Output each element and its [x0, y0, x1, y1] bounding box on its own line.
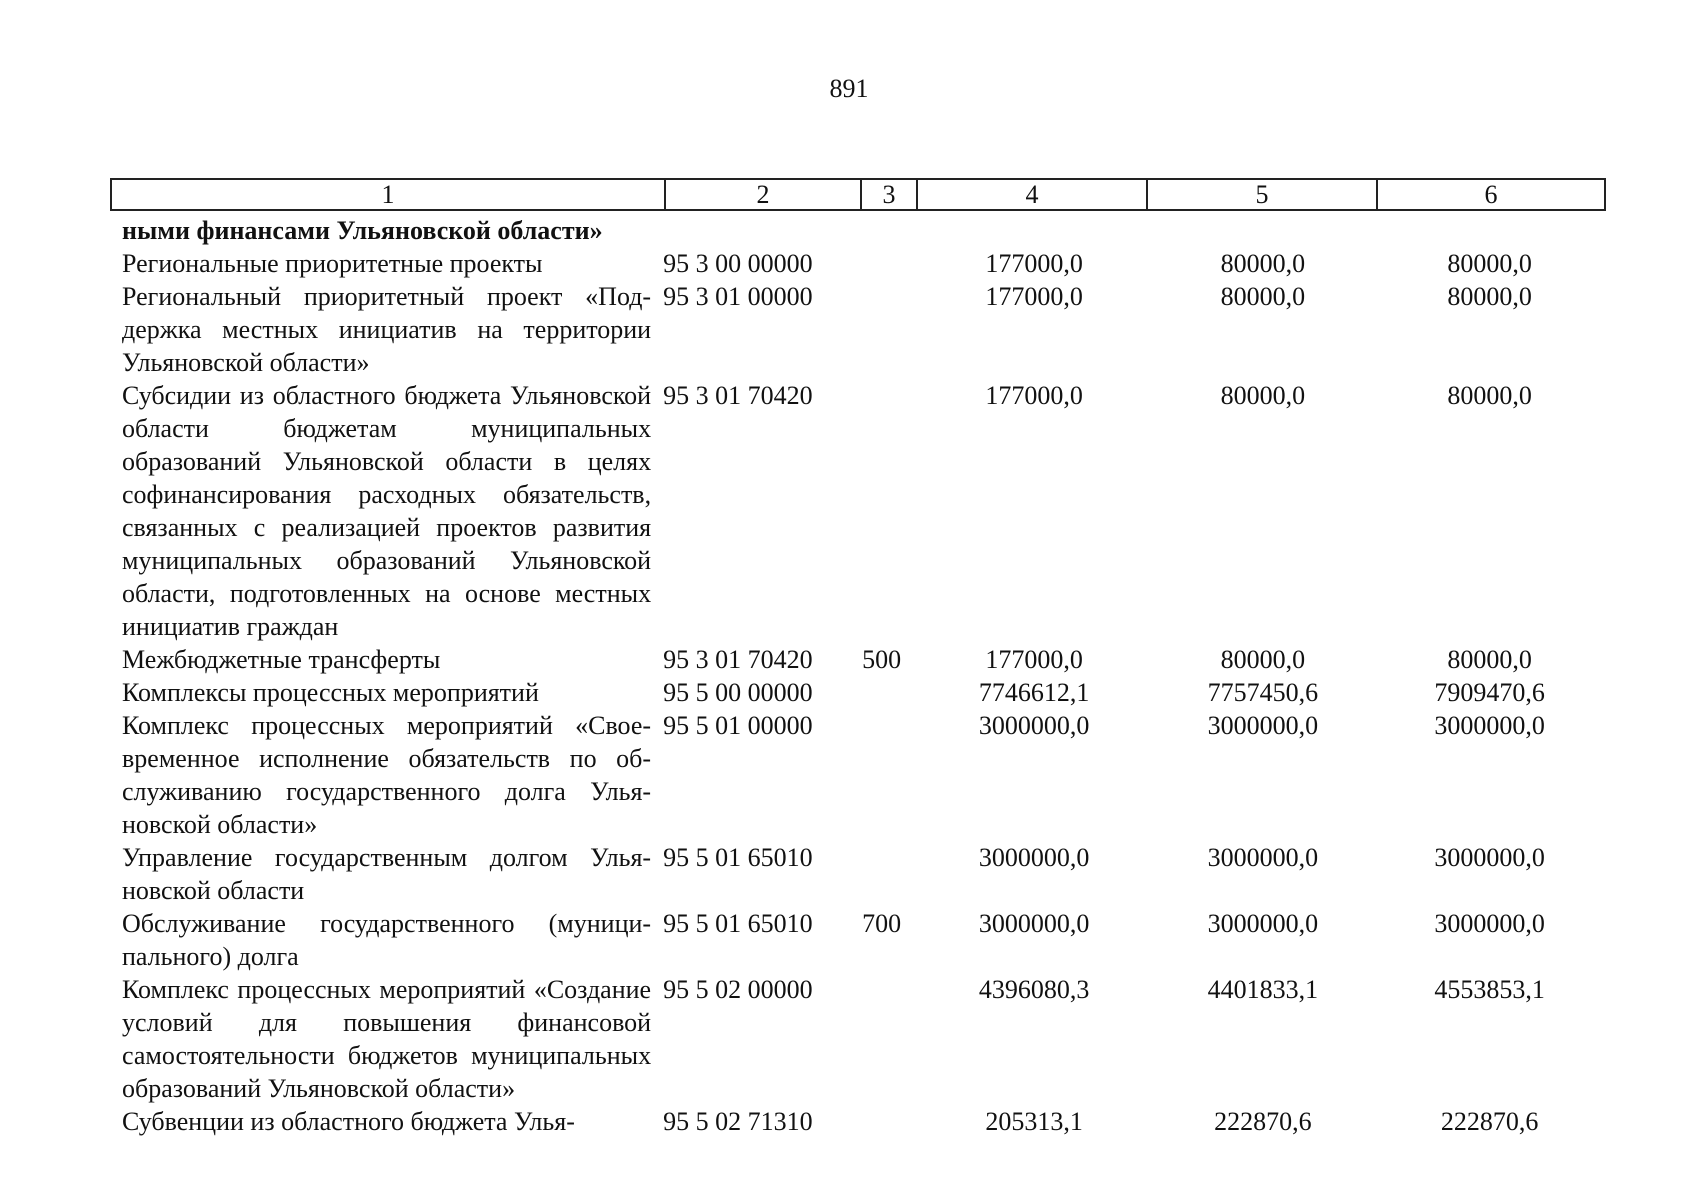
row-description: Управление государственным долгом Ульяновской области — [122, 843, 652, 905]
table-row — [122, 379, 1602, 643]
header-col-2: 2 — [666, 180, 862, 209]
row-value-col5: 3000000,0 — [1207, 909, 1319, 938]
row-type: 500 — [862, 645, 902, 674]
row-value-col6: 80000,0 — [1447, 381, 1532, 410]
row-description: Региональный приоритетный проект «Поддержка местных инициатив на территории Ульяновской области» — [122, 282, 652, 377]
table-row — [122, 973, 1602, 1105]
row-value-col5: 80000,0 — [1220, 645, 1306, 674]
row-description: Субвенции из областного бюджета Улья- — [122, 1107, 575, 1136]
row-code: 95 3 01 00000 — [663, 282, 813, 311]
table-row — [122, 676, 1602, 709]
table-row — [122, 709, 1602, 841]
row-description: Комплекс процессных мероприятий «Своевременное исполнение обязательств по обслуживанию государственного долга Ульяновской области» — [122, 711, 652, 839]
table-row — [122, 643, 1602, 676]
row-description: Региональные приоритетные проекты — [122, 249, 543, 278]
row-value-col4: 3000000,0 — [978, 711, 1090, 740]
row-value-col5: 80000,0 — [1220, 381, 1306, 410]
row-value-col6: 80000,0 — [1447, 249, 1532, 278]
table-row — [122, 907, 1602, 973]
row-value-col6: 4553853,1 — [1434, 975, 1545, 1004]
row-value-col6: 3000000,0 — [1434, 843, 1545, 872]
row-type — [852, 841, 920, 907]
page-number: 891 — [829, 74, 869, 103]
row-value-col5: 3000000,0 — [1207, 711, 1319, 740]
row-type — [852, 247, 920, 280]
row-code: 95 5 02 71310 — [663, 1107, 813, 1136]
row-code: 95 5 02 00000 — [663, 975, 813, 1004]
row-type: 700 — [862, 909, 902, 938]
header-col-6: 6 — [1484, 180, 1498, 209]
row-code: 95 5 01 65010 — [663, 843, 813, 872]
row-value-col6: 3000000,0 — [1434, 711, 1545, 740]
row-value-col5: 80000,0 — [1220, 249, 1306, 278]
row-value-col6: 222870,6 — [1440, 1107, 1539, 1136]
table-body — [122, 214, 1602, 1138]
row-value-col5: 4401833,1 — [1207, 975, 1319, 1004]
row-code: 95 3 00 00000 — [663, 249, 813, 278]
row-description: Обслуживание государственного (муниципального) долга — [122, 909, 652, 971]
row-code: 95 3 01 70420 — [663, 381, 813, 410]
table-row — [122, 841, 1602, 907]
row-value-col6 — [1377, 214, 1602, 247]
row-value-col6: 3000000,0 — [1434, 909, 1545, 938]
row-value-col4: 3000000,0 — [978, 843, 1090, 872]
row-type — [852, 973, 920, 1105]
row-code — [651, 214, 852, 247]
row-value-col5: 80000,0 — [1220, 282, 1306, 311]
row-description: Комплексы процессных мероприятий — [122, 678, 539, 707]
row-value-col5: 222870,6 — [1214, 1107, 1312, 1136]
table-row — [122, 214, 1602, 247]
row-value-col5: 3000000,0 — [1207, 843, 1319, 872]
row-description: ными финансами Ульяновской области» — [122, 216, 603, 245]
row-code: 95 5 01 00000 — [663, 711, 813, 740]
row-value-col5: 7757450,6 — [1207, 678, 1319, 707]
row-value-col4: 177000,0 — [985, 645, 1083, 674]
row-value-col6: 7909470,6 — [1434, 678, 1545, 707]
row-description: Межбюджетные трансферты — [122, 645, 441, 674]
row-value-col4: 3000000,0 — [978, 909, 1090, 938]
table-row — [122, 280, 1602, 379]
row-type — [852, 280, 920, 379]
table-row — [122, 247, 1602, 280]
row-type — [852, 709, 920, 841]
row-description: Субсидии из областного бюджета Ульяновской области бюджетам муниципальных образований Ульяновской области в целях софинансирования расходных обязательств, связанных с реализацией проектов развития муниципальных образований Ульяновской области, подготовленных на основе местных инициатив граждан — [122, 381, 652, 641]
row-value-col4: 177000,0 — [985, 249, 1083, 278]
row-value-col4 — [920, 214, 1149, 247]
row-description: Комплекс процессных мероприятий «Создание условий для повышения финансовой самостоятельности бюджетов муниципальных образований Ульяновской области» — [122, 975, 652, 1103]
row-type — [852, 379, 920, 643]
row-value-col4: 4396080,3 — [978, 975, 1090, 1004]
row-code: 95 3 01 70420 — [663, 645, 813, 674]
header-col-3: 3 — [862, 180, 918, 209]
row-code: 95 5 01 65010 — [663, 909, 813, 938]
row-value-col6: 80000,0 — [1447, 282, 1532, 311]
table-row — [122, 1105, 1602, 1138]
row-code: 95 5 00 00000 — [663, 678, 813, 707]
row-type — [852, 676, 920, 709]
row-value-col4: 177000,0 — [985, 282, 1083, 311]
row-value-col4: 205313,1 — [985, 1107, 1083, 1136]
row-value-col4: 177000,0 — [985, 381, 1083, 410]
header-col-5: 5 — [1148, 180, 1378, 209]
header-col-4: 4 — [918, 180, 1148, 209]
row-value-col4: 7746612,1 — [978, 678, 1090, 707]
table-header — [110, 178, 1606, 211]
header-col-1: 1 — [112, 180, 666, 209]
row-type — [852, 1105, 920, 1138]
row-type — [852, 214, 920, 247]
row-value-col6: 80000,0 — [1447, 645, 1532, 674]
row-value-col5 — [1149, 214, 1378, 247]
